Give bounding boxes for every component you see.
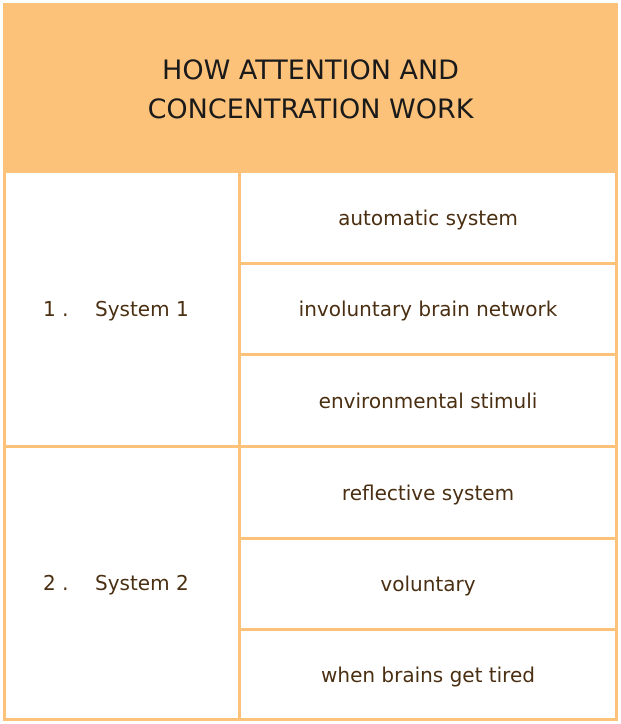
system-2-number: 2 . xyxy=(43,571,69,595)
system-1-item: automatic system xyxy=(338,205,518,230)
system-2-label-cell xyxy=(6,448,238,718)
system-1-item: involuntary brain network xyxy=(298,297,558,321)
system-1-label: System 1 xyxy=(95,297,189,321)
system-1-number: 1 . xyxy=(43,297,69,321)
diagram-header xyxy=(6,6,615,173)
system-2-item: reflective system xyxy=(341,480,515,505)
diagram-frame xyxy=(3,3,618,721)
system-2-label: System 2 xyxy=(95,571,189,595)
diagram-title: HOW ATTENTION AND CONCENTRATION WORK xyxy=(147,54,474,125)
system-2-item: voluntary xyxy=(380,572,476,596)
system-1-item: environmental stimuli xyxy=(318,388,538,413)
system-1-label-cell xyxy=(6,173,238,445)
system-2-item: when brains get tired xyxy=(321,662,535,687)
